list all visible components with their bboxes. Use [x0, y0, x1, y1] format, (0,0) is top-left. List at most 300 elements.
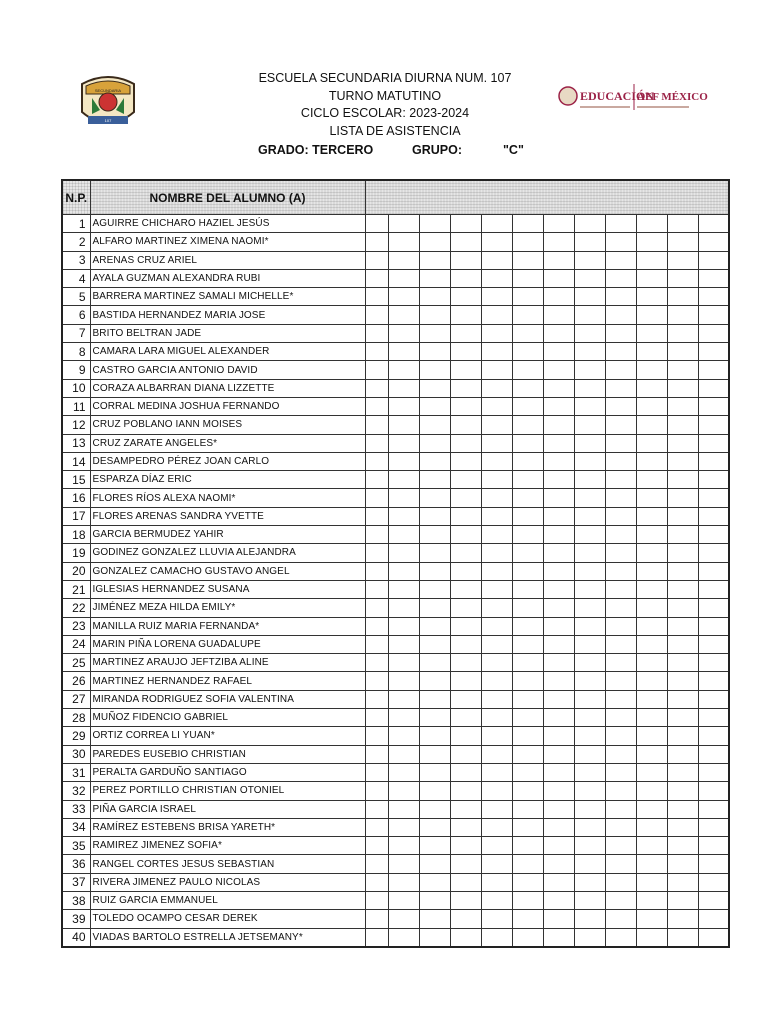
attendance-cell[interactable] — [543, 233, 574, 251]
attendance-cell[interactable] — [605, 910, 636, 928]
attendance-cell[interactable] — [481, 306, 512, 324]
attendance-cell[interactable] — [481, 544, 512, 562]
attendance-cell[interactable] — [698, 471, 729, 489]
attendance-cell[interactable] — [574, 672, 605, 690]
attendance-cell[interactable] — [574, 855, 605, 873]
attendance-cell[interactable] — [388, 251, 419, 269]
attendance-cell[interactable] — [481, 324, 512, 342]
attendance-cell[interactable] — [667, 837, 698, 855]
attendance-cell[interactable] — [388, 215, 419, 233]
attendance-cell[interactable] — [543, 343, 574, 361]
attendance-cell[interactable] — [636, 452, 667, 470]
attendance-cell[interactable] — [698, 818, 729, 836]
attendance-cell[interactable] — [667, 782, 698, 800]
attendance-cell[interactable] — [450, 928, 481, 947]
attendance-cell[interactable] — [574, 343, 605, 361]
attendance-cell[interactable] — [419, 343, 450, 361]
attendance-cell[interactable] — [605, 251, 636, 269]
attendance-cell[interactable] — [388, 782, 419, 800]
attendance-cell[interactable] — [419, 580, 450, 598]
attendance-cell[interactable] — [543, 544, 574, 562]
attendance-cell[interactable] — [574, 599, 605, 617]
attendance-cell[interactable] — [481, 599, 512, 617]
attendance-cell[interactable] — [419, 269, 450, 287]
attendance-cell[interactable] — [419, 416, 450, 434]
attendance-cell[interactable] — [543, 269, 574, 287]
attendance-cell[interactable] — [481, 763, 512, 781]
attendance-cell[interactable] — [512, 507, 543, 525]
attendance-cell[interactable] — [512, 727, 543, 745]
attendance-cell[interactable] — [388, 489, 419, 507]
attendance-cell[interactable] — [605, 544, 636, 562]
attendance-cell[interactable] — [450, 635, 481, 653]
attendance-cell[interactable] — [636, 580, 667, 598]
attendance-cell[interactable] — [512, 324, 543, 342]
attendance-cell[interactable] — [574, 690, 605, 708]
attendance-cell[interactable] — [574, 745, 605, 763]
attendance-cell[interactable] — [605, 489, 636, 507]
attendance-cell[interactable] — [419, 873, 450, 891]
attendance-cell[interactable] — [512, 928, 543, 947]
attendance-cell[interactable] — [543, 379, 574, 397]
attendance-cell[interactable] — [543, 288, 574, 306]
attendance-cell[interactable] — [388, 233, 419, 251]
attendance-cell[interactable] — [605, 288, 636, 306]
attendance-cell[interactable] — [667, 269, 698, 287]
attendance-cell[interactable] — [698, 452, 729, 470]
attendance-cell[interactable] — [388, 361, 419, 379]
attendance-cell[interactable] — [388, 910, 419, 928]
attendance-cell[interactable] — [388, 690, 419, 708]
attendance-cell[interactable] — [667, 215, 698, 233]
attendance-cell[interactable] — [388, 763, 419, 781]
attendance-cell[interactable] — [698, 599, 729, 617]
attendance-cell[interactable] — [605, 727, 636, 745]
attendance-cell[interactable] — [481, 727, 512, 745]
attendance-cell[interactable] — [419, 690, 450, 708]
attendance-cell[interactable] — [698, 855, 729, 873]
attendance-cell[interactable] — [636, 910, 667, 928]
attendance-cell[interactable] — [574, 763, 605, 781]
attendance-cell[interactable] — [574, 800, 605, 818]
attendance-cell[interactable] — [481, 507, 512, 525]
attendance-cell[interactable] — [698, 617, 729, 635]
attendance-cell[interactable] — [698, 672, 729, 690]
attendance-cell[interactable] — [388, 745, 419, 763]
attendance-cell[interactable] — [450, 324, 481, 342]
attendance-cell[interactable] — [605, 215, 636, 233]
attendance-cell[interactable] — [419, 288, 450, 306]
attendance-cell[interactable] — [512, 379, 543, 397]
attendance-cell[interactable] — [543, 800, 574, 818]
attendance-cell[interactable] — [512, 471, 543, 489]
attendance-cell[interactable] — [388, 599, 419, 617]
attendance-cell[interactable] — [698, 306, 729, 324]
attendance-cell[interactable] — [605, 617, 636, 635]
attendance-cell[interactable] — [388, 416, 419, 434]
attendance-cell[interactable] — [450, 763, 481, 781]
attendance-cell[interactable] — [636, 324, 667, 342]
attendance-cell[interactable] — [543, 873, 574, 891]
attendance-cell[interactable] — [419, 837, 450, 855]
attendance-cell[interactable] — [636, 471, 667, 489]
attendance-cell[interactable] — [698, 727, 729, 745]
attendance-cell[interactable] — [636, 928, 667, 947]
attendance-cell[interactable] — [636, 855, 667, 873]
attendance-cell[interactable] — [481, 800, 512, 818]
attendance-cell[interactable] — [667, 690, 698, 708]
attendance-cell[interactable] — [419, 434, 450, 452]
attendance-cell[interactable] — [667, 855, 698, 873]
attendance-cell[interactable] — [574, 379, 605, 397]
attendance-cell[interactable] — [574, 397, 605, 415]
attendance-cell[interactable] — [543, 215, 574, 233]
attendance-cell[interactable] — [419, 233, 450, 251]
attendance-cell[interactable] — [574, 709, 605, 727]
attendance-cell[interactable] — [543, 361, 574, 379]
attendance-cell[interactable] — [512, 873, 543, 891]
attendance-cell[interactable] — [512, 635, 543, 653]
attendance-cell[interactable] — [605, 599, 636, 617]
attendance-cell[interactable] — [636, 709, 667, 727]
attendance-cell[interactable] — [667, 306, 698, 324]
attendance-cell[interactable] — [636, 379, 667, 397]
attendance-cell[interactable] — [543, 306, 574, 324]
attendance-cell[interactable] — [512, 690, 543, 708]
attendance-cell[interactable] — [698, 215, 729, 233]
attendance-cell[interactable] — [512, 654, 543, 672]
attendance-cell[interactable] — [667, 544, 698, 562]
attendance-cell[interactable] — [574, 489, 605, 507]
attendance-cell[interactable] — [388, 507, 419, 525]
attendance-cell[interactable] — [636, 617, 667, 635]
attendance-cell[interactable] — [388, 288, 419, 306]
attendance-cell[interactable] — [636, 837, 667, 855]
attendance-cell[interactable] — [543, 580, 574, 598]
attendance-cell[interactable] — [388, 324, 419, 342]
attendance-cell[interactable] — [636, 562, 667, 580]
attendance-cell[interactable] — [512, 397, 543, 415]
attendance-cell[interactable] — [636, 215, 667, 233]
attendance-cell[interactable] — [605, 745, 636, 763]
attendance-cell[interactable] — [667, 489, 698, 507]
attendance-cell[interactable] — [605, 562, 636, 580]
attendance-cell[interactable] — [481, 580, 512, 598]
attendance-cell[interactable] — [481, 891, 512, 909]
attendance-cell[interactable] — [419, 745, 450, 763]
attendance-cell[interactable] — [512, 489, 543, 507]
attendance-cell[interactable] — [543, 928, 574, 947]
attendance-cell[interactable] — [574, 562, 605, 580]
attendance-cell[interactable] — [605, 654, 636, 672]
attendance-cell[interactable] — [419, 635, 450, 653]
attendance-cell[interactable] — [636, 343, 667, 361]
attendance-cell[interactable] — [481, 672, 512, 690]
attendance-cell[interactable] — [698, 324, 729, 342]
attendance-cell[interactable] — [450, 269, 481, 287]
attendance-cell[interactable] — [450, 599, 481, 617]
attendance-cell[interactable] — [481, 782, 512, 800]
attendance-cell[interactable] — [667, 727, 698, 745]
attendance-cell[interactable] — [667, 654, 698, 672]
attendance-cell[interactable] — [450, 891, 481, 909]
attendance-cell[interactable] — [543, 855, 574, 873]
attendance-cell[interactable] — [450, 782, 481, 800]
attendance-cell[interactable] — [450, 215, 481, 233]
attendance-cell[interactable] — [605, 690, 636, 708]
attendance-cell[interactable] — [574, 635, 605, 653]
attendance-cell[interactable] — [636, 745, 667, 763]
attendance-cell[interactable] — [698, 269, 729, 287]
attendance-cell[interactable] — [667, 416, 698, 434]
attendance-cell[interactable] — [605, 324, 636, 342]
attendance-cell[interactable] — [605, 709, 636, 727]
attendance-cell[interactable] — [605, 397, 636, 415]
attendance-cell[interactable] — [481, 452, 512, 470]
attendance-cell[interactable] — [419, 727, 450, 745]
attendance-cell[interactable] — [636, 727, 667, 745]
attendance-cell[interactable] — [512, 800, 543, 818]
attendance-cell[interactable] — [481, 562, 512, 580]
attendance-cell[interactable] — [605, 343, 636, 361]
attendance-cell[interactable] — [605, 416, 636, 434]
attendance-cell[interactable] — [698, 288, 729, 306]
attendance-cell[interactable] — [512, 269, 543, 287]
attendance-cell[interactable] — [543, 891, 574, 909]
attendance-cell[interactable] — [419, 891, 450, 909]
attendance-cell[interactable] — [667, 471, 698, 489]
attendance-cell[interactable] — [698, 507, 729, 525]
attendance-cell[interactable] — [667, 526, 698, 544]
attendance-cell[interactable] — [543, 910, 574, 928]
attendance-cell[interactable] — [543, 324, 574, 342]
attendance-cell[interactable] — [574, 928, 605, 947]
attendance-cell[interactable] — [667, 507, 698, 525]
attendance-cell[interactable] — [605, 837, 636, 855]
attendance-cell[interactable] — [481, 709, 512, 727]
attendance-cell[interactable] — [636, 599, 667, 617]
attendance-cell[interactable] — [667, 928, 698, 947]
attendance-cell[interactable] — [512, 818, 543, 836]
attendance-cell[interactable] — [512, 763, 543, 781]
attendance-cell[interactable] — [388, 672, 419, 690]
attendance-cell[interactable] — [450, 654, 481, 672]
attendance-cell[interactable] — [419, 306, 450, 324]
attendance-cell[interactable] — [481, 471, 512, 489]
attendance-cell[interactable] — [419, 489, 450, 507]
attendance-cell[interactable] — [450, 873, 481, 891]
attendance-cell[interactable] — [667, 818, 698, 836]
attendance-cell[interactable] — [450, 562, 481, 580]
attendance-cell[interactable] — [543, 690, 574, 708]
attendance-cell[interactable] — [543, 654, 574, 672]
attendance-cell[interactable] — [388, 452, 419, 470]
attendance-cell[interactable] — [450, 672, 481, 690]
attendance-cell[interactable] — [636, 397, 667, 415]
attendance-cell[interactable] — [667, 379, 698, 397]
attendance-cell[interactable] — [667, 800, 698, 818]
attendance-cell[interactable] — [481, 928, 512, 947]
attendance-cell[interactable] — [512, 709, 543, 727]
attendance-cell[interactable] — [481, 818, 512, 836]
attendance-cell[interactable] — [450, 306, 481, 324]
attendance-cell[interactable] — [605, 233, 636, 251]
attendance-cell[interactable] — [388, 818, 419, 836]
attendance-cell[interactable] — [574, 452, 605, 470]
attendance-cell[interactable] — [450, 818, 481, 836]
attendance-cell[interactable] — [636, 654, 667, 672]
attendance-cell[interactable] — [419, 526, 450, 544]
attendance-cell[interactable] — [481, 745, 512, 763]
attendance-cell[interactable] — [543, 251, 574, 269]
attendance-cell[interactable] — [419, 617, 450, 635]
attendance-cell[interactable] — [388, 635, 419, 653]
attendance-cell[interactable] — [481, 215, 512, 233]
attendance-cell[interactable] — [574, 416, 605, 434]
attendance-cell[interactable] — [636, 544, 667, 562]
attendance-cell[interactable] — [450, 855, 481, 873]
attendance-cell[interactable] — [574, 434, 605, 452]
attendance-cell[interactable] — [450, 800, 481, 818]
attendance-cell[interactable] — [512, 434, 543, 452]
attendance-cell[interactable] — [419, 452, 450, 470]
attendance-cell[interactable] — [543, 599, 574, 617]
attendance-cell[interactable] — [450, 251, 481, 269]
attendance-cell[interactable] — [667, 763, 698, 781]
attendance-cell[interactable] — [574, 361, 605, 379]
attendance-cell[interactable] — [481, 233, 512, 251]
attendance-cell[interactable] — [636, 269, 667, 287]
attendance-cell[interactable] — [574, 269, 605, 287]
attendance-cell[interactable] — [667, 343, 698, 361]
attendance-cell[interactable] — [698, 654, 729, 672]
attendance-cell[interactable] — [667, 288, 698, 306]
attendance-cell[interactable] — [636, 233, 667, 251]
attendance-cell[interactable] — [419, 361, 450, 379]
attendance-cell[interactable] — [698, 837, 729, 855]
attendance-cell[interactable] — [667, 617, 698, 635]
attendance-cell[interactable] — [512, 855, 543, 873]
attendance-cell[interactable] — [419, 544, 450, 562]
attendance-cell[interactable] — [512, 580, 543, 598]
attendance-cell[interactable] — [512, 306, 543, 324]
attendance-cell[interactable] — [667, 672, 698, 690]
attendance-cell[interactable] — [388, 928, 419, 947]
attendance-cell[interactable] — [698, 233, 729, 251]
attendance-cell[interactable] — [698, 397, 729, 415]
attendance-cell[interactable] — [419, 654, 450, 672]
attendance-cell[interactable] — [419, 251, 450, 269]
attendance-cell[interactable] — [543, 617, 574, 635]
attendance-cell[interactable] — [667, 580, 698, 598]
attendance-cell[interactable] — [636, 763, 667, 781]
attendance-cell[interactable] — [388, 343, 419, 361]
attendance-cell[interactable] — [543, 452, 574, 470]
attendance-cell[interactable] — [512, 599, 543, 617]
attendance-cell[interactable] — [636, 818, 667, 836]
attendance-cell[interactable] — [667, 324, 698, 342]
attendance-cell[interactable] — [636, 288, 667, 306]
attendance-cell[interactable] — [388, 837, 419, 855]
attendance-cell[interactable] — [388, 397, 419, 415]
attendance-cell[interactable] — [481, 837, 512, 855]
attendance-cell[interactable] — [419, 709, 450, 727]
attendance-cell[interactable] — [419, 855, 450, 873]
attendance-cell[interactable] — [512, 526, 543, 544]
attendance-cell[interactable] — [636, 635, 667, 653]
attendance-cell[interactable] — [481, 361, 512, 379]
attendance-cell[interactable] — [605, 763, 636, 781]
attendance-cell[interactable] — [419, 599, 450, 617]
attendance-cell[interactable] — [481, 416, 512, 434]
attendance-cell[interactable] — [605, 580, 636, 598]
attendance-cell[interactable] — [419, 910, 450, 928]
attendance-cell[interactable] — [543, 763, 574, 781]
attendance-cell[interactable] — [419, 763, 450, 781]
attendance-cell[interactable] — [698, 526, 729, 544]
attendance-cell[interactable] — [419, 215, 450, 233]
attendance-cell[interactable] — [605, 928, 636, 947]
attendance-cell[interactable] — [574, 544, 605, 562]
attendance-cell[interactable] — [512, 617, 543, 635]
attendance-cell[interactable] — [543, 507, 574, 525]
attendance-cell[interactable] — [481, 910, 512, 928]
attendance-cell[interactable] — [698, 489, 729, 507]
attendance-cell[interactable] — [636, 782, 667, 800]
attendance-cell[interactable] — [450, 434, 481, 452]
attendance-cell[interactable] — [574, 873, 605, 891]
attendance-cell[interactable] — [450, 690, 481, 708]
attendance-cell[interactable] — [512, 672, 543, 690]
attendance-cell[interactable] — [512, 891, 543, 909]
attendance-cell[interactable] — [388, 617, 419, 635]
attendance-cell[interactable] — [605, 891, 636, 909]
attendance-cell[interactable] — [481, 343, 512, 361]
attendance-cell[interactable] — [481, 288, 512, 306]
attendance-cell[interactable] — [450, 526, 481, 544]
attendance-cell[interactable] — [605, 672, 636, 690]
attendance-cell[interactable] — [698, 544, 729, 562]
attendance-cell[interactable] — [605, 873, 636, 891]
attendance-cell[interactable] — [574, 215, 605, 233]
attendance-cell[interactable] — [574, 288, 605, 306]
attendance-cell[interactable] — [450, 343, 481, 361]
attendance-cell[interactable] — [388, 526, 419, 544]
attendance-cell[interactable] — [388, 855, 419, 873]
attendance-cell[interactable] — [698, 928, 729, 947]
attendance-cell[interactable] — [636, 526, 667, 544]
attendance-cell[interactable] — [698, 251, 729, 269]
attendance-cell[interactable] — [388, 873, 419, 891]
attendance-cell[interactable] — [605, 361, 636, 379]
attendance-cell[interactable] — [481, 526, 512, 544]
attendance-cell[interactable] — [512, 288, 543, 306]
attendance-cell[interactable] — [450, 489, 481, 507]
attendance-cell[interactable] — [698, 690, 729, 708]
attendance-cell[interactable] — [450, 379, 481, 397]
attendance-cell[interactable] — [481, 855, 512, 873]
attendance-cell[interactable] — [512, 215, 543, 233]
attendance-cell[interactable] — [698, 800, 729, 818]
attendance-cell[interactable] — [574, 837, 605, 855]
attendance-cell[interactable] — [388, 580, 419, 598]
attendance-cell[interactable] — [388, 269, 419, 287]
attendance-cell[interactable] — [574, 580, 605, 598]
attendance-cell[interactable] — [667, 434, 698, 452]
attendance-cell[interactable] — [543, 818, 574, 836]
attendance-cell[interactable] — [574, 526, 605, 544]
attendance-cell[interactable] — [636, 489, 667, 507]
